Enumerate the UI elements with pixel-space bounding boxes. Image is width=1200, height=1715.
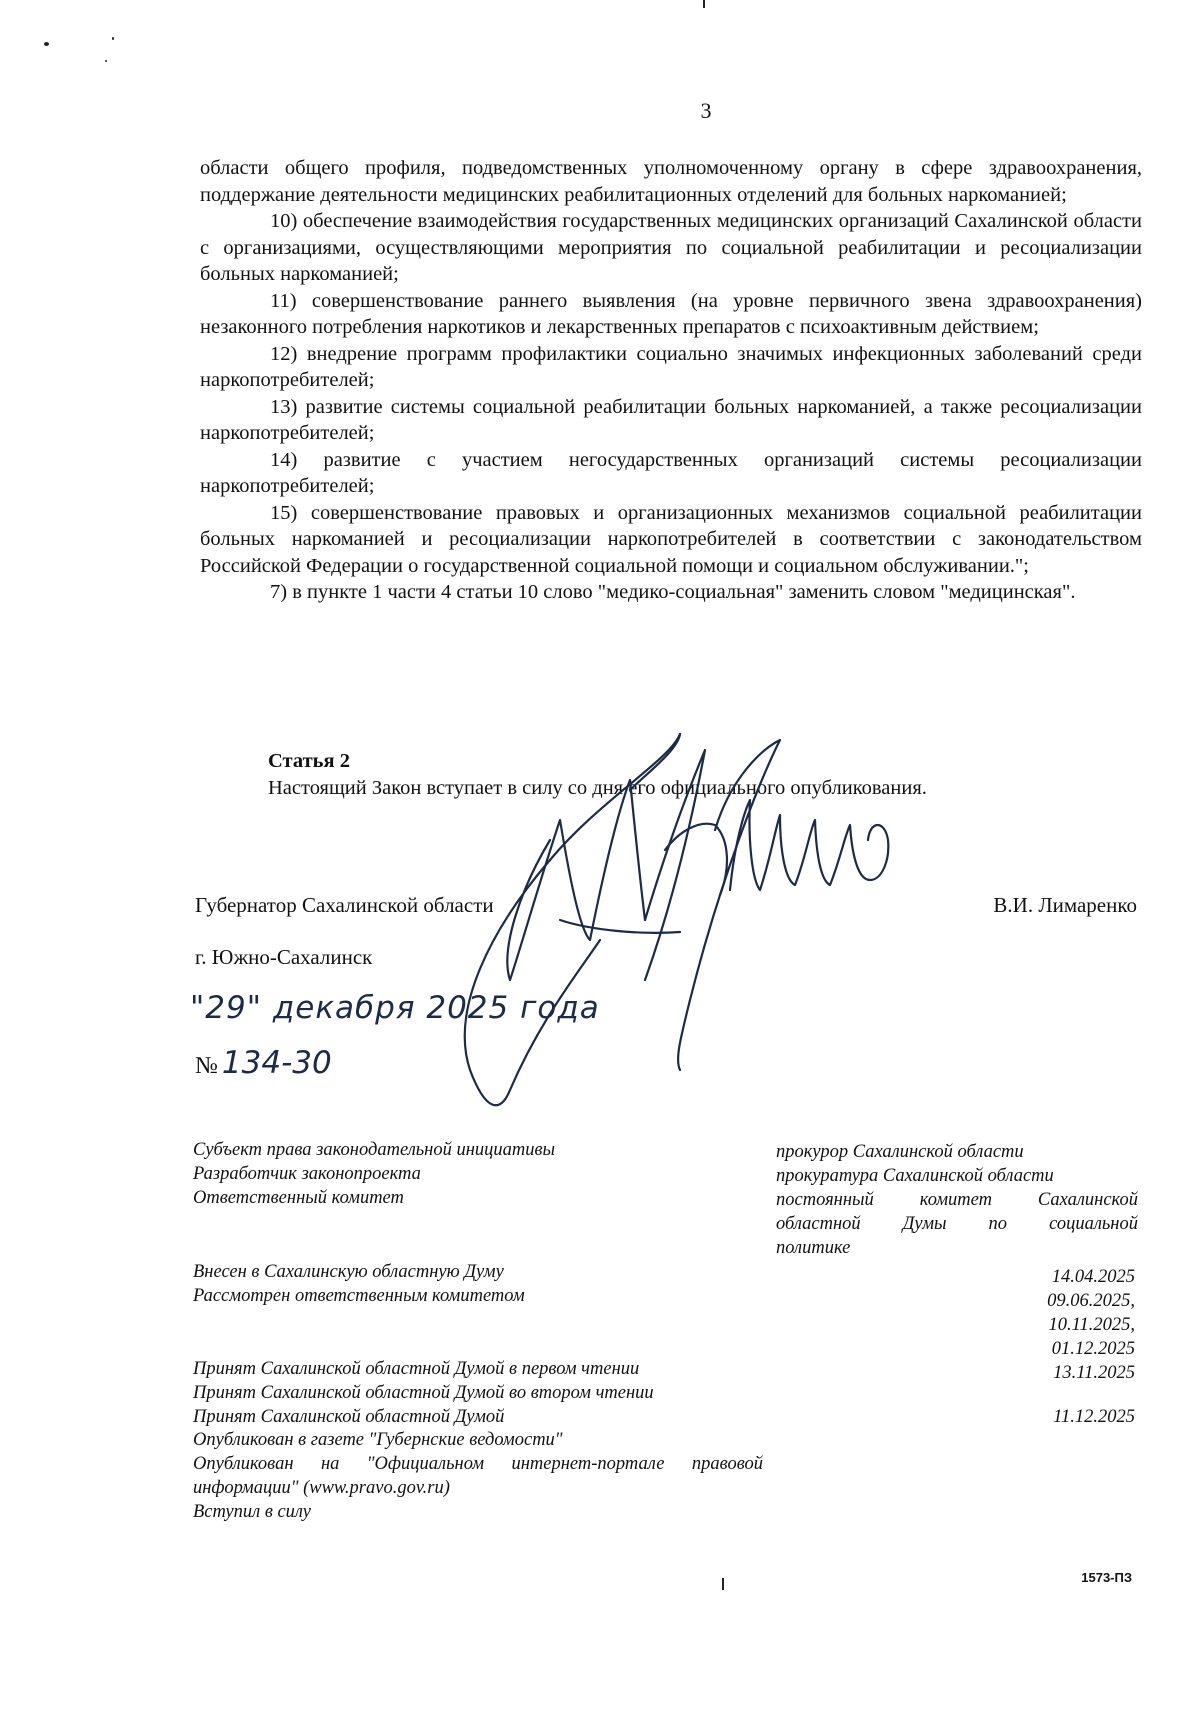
governor-title: Губернатор Сахалинской области xyxy=(195,893,494,917)
scan-speck xyxy=(703,0,705,8)
paragraph: области общего профиля, подведомственных уполномоченному органу в сфере здравоохранения, поддержание деятельности медицинских реабилитационных отделений для больных наркоманией; xyxy=(200,157,1142,206)
meta-left-mid xyxy=(193,1260,525,1308)
paragraph: 12) внедрение программ профилактики социально значимых инфекционных заболеваний среди наркопотребителей; xyxy=(200,342,1142,391)
meta-line: политике xyxy=(776,1238,851,1258)
meta-line: постоянный комитет Сахалинской xyxy=(776,1190,1138,1210)
handwritten-number: 134-30 xyxy=(221,1045,332,1081)
meta-line: прокуратура Сахалинской области xyxy=(776,1166,1054,1186)
meta-line: прокурор Сахалинской области xyxy=(776,1142,1024,1162)
meta-dates-2 xyxy=(1053,1357,1135,1429)
meta-date: 10.11.2025, xyxy=(1048,1315,1135,1335)
meta-line: Опубликован на "Официальном интернет-портале правовой xyxy=(193,1454,763,1474)
meta-line: Вступил в силу xyxy=(193,1502,311,1522)
governor-name: В.И. Лимаренко xyxy=(993,893,1137,917)
city: г. Южно-Сахалинск xyxy=(195,945,373,969)
body-text xyxy=(200,155,1142,606)
paragraph: 7) в пункте 1 части 4 статьи 10 слово "медико-социальная" заменить словом "медицинская". xyxy=(270,581,1076,603)
meta-line: Принят Сахалинской областной Думой во втором чтении xyxy=(193,1383,654,1403)
scan-speck xyxy=(44,42,49,46)
article-title: Статья 2 xyxy=(268,750,350,772)
meta-line: Субъект права законодательной инициативы xyxy=(193,1140,556,1160)
meta-date: 01.12.2025 xyxy=(1051,1339,1135,1359)
meta-line: Принят Сахалинской областной Думой в первом чтении xyxy=(193,1359,640,1379)
paragraph: 10) обеспечение взаимодействия государственных медицинских организаций Сахалинской области с организациями, осуществляющими мероприятия по социальной реабилитации и ресоциализации больных наркоманией; xyxy=(200,210,1142,285)
paragraph: 13) развитие системы социальной реабилитации больных наркоманией, а также ресоциализации наркопотребителей; xyxy=(200,395,1142,444)
signature-icon xyxy=(430,720,970,1120)
meta-line: областной Думы по социальной xyxy=(776,1214,1138,1234)
scan-speck xyxy=(722,1578,724,1590)
article-text: Настоящий Закон вступает в силу со дня его официального опубликования. xyxy=(268,777,927,799)
doc-code: 1573-ПЗ xyxy=(1081,1570,1132,1585)
meta-line: Ответственный комитет xyxy=(193,1188,404,1208)
meta-right-top xyxy=(776,1140,1138,1260)
meta-date xyxy=(1053,1381,1135,1405)
meta-line: информации" (www.pravo.gov.ru) xyxy=(193,1478,450,1498)
meta-left-bottom2 xyxy=(193,1428,763,1524)
meta-date: 13.11.2025 xyxy=(1053,1363,1135,1383)
meta-line: Внесен в Сахалинскую областную Думу xyxy=(193,1262,504,1282)
meta-line: Опубликован в газете "Губернские ведомости" xyxy=(193,1430,563,1450)
paragraph: 14) развитие с участием негосударственных организаций системы ресоциализации наркопотребителей; xyxy=(200,448,1142,497)
paragraph: 11) совершенствование раннего выявления (на уровне первичного звена здравоохранения) незаконного потребления наркотиков и лекарственных препаратов с психоактивным действием; xyxy=(200,289,1142,338)
meta-left-bottom xyxy=(193,1357,654,1429)
scan-speck xyxy=(112,37,114,40)
number-prefix: № xyxy=(195,1053,218,1079)
meta-line: Рассмотрен ответственным комитетом xyxy=(193,1286,525,1306)
meta-date: 11.12.2025 xyxy=(1053,1407,1135,1427)
page-number: 3 xyxy=(700,98,712,123)
paragraph: 15) совершенствование правовых и организационных механизмов социальной реабилитации больных наркоманией и ресоциализации наркопотребителей в соответствии с законодательством Российской Федерации о государственной социальной помощи и социальном обслуживании."; xyxy=(200,501,1142,577)
meta-left-top xyxy=(193,1138,555,1210)
meta-date: 09.06.2025, xyxy=(1047,1291,1135,1311)
meta-date xyxy=(1053,1357,1135,1381)
meta-line: Разработчик законопроекта xyxy=(193,1164,421,1184)
handwritten-date: "29" декабря 2025 года xyxy=(190,990,600,1026)
meta-date: 14.04.2025 xyxy=(1051,1267,1135,1287)
meta-line: Принят Сахалинской областной Думой xyxy=(193,1407,505,1427)
scan-speck xyxy=(105,60,107,62)
law-number xyxy=(195,1045,332,1081)
